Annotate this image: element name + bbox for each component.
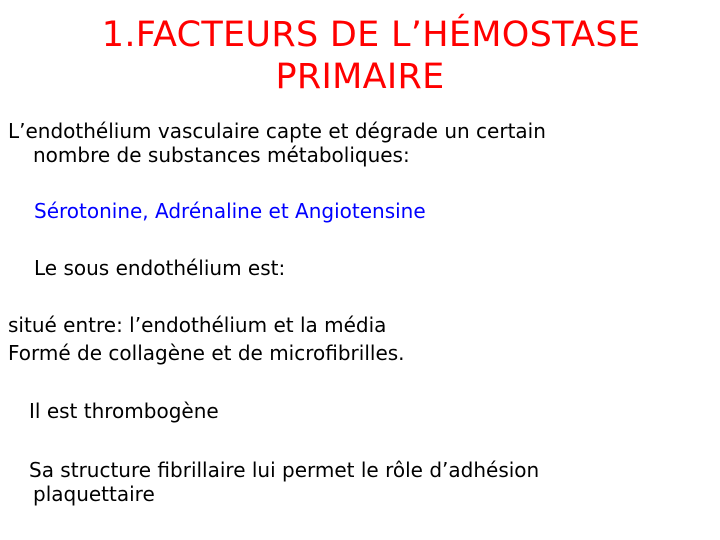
endothelium-paragraph	[8, 119, 546, 167]
structure-paragraph	[29, 458, 539, 506]
endothelium-line-2: nombre de substances métaboliques:	[33, 143, 410, 167]
sous-endothelium-heading: Le sous endothélium est:	[34, 256, 286, 280]
title-line-2: PRIMAIRE	[275, 57, 445, 97]
slide-title	[0, 14, 720, 98]
forme-line: Formé de collagène et de microfibrilles.	[8, 341, 405, 365]
thrombogene-line: Il est thrombogène	[29, 399, 219, 423]
substances-list: Sérotonine, Adrénaline et Angiotensine	[34, 199, 426, 223]
endothelium-line-1: L’endothélium vasculaire capte et dégrade un certain	[8, 119, 546, 143]
title-line-1: 1.FACTEURS DE L’HÉMOSTASE	[101, 15, 641, 55]
situe-line: situé entre: l’endothélium et la média	[8, 313, 387, 337]
structure-line-1: Sa structure fibrillaire lui permet le rôle d’adhésion	[29, 458, 540, 482]
structure-line-2: plaquettaire	[33, 482, 155, 506]
